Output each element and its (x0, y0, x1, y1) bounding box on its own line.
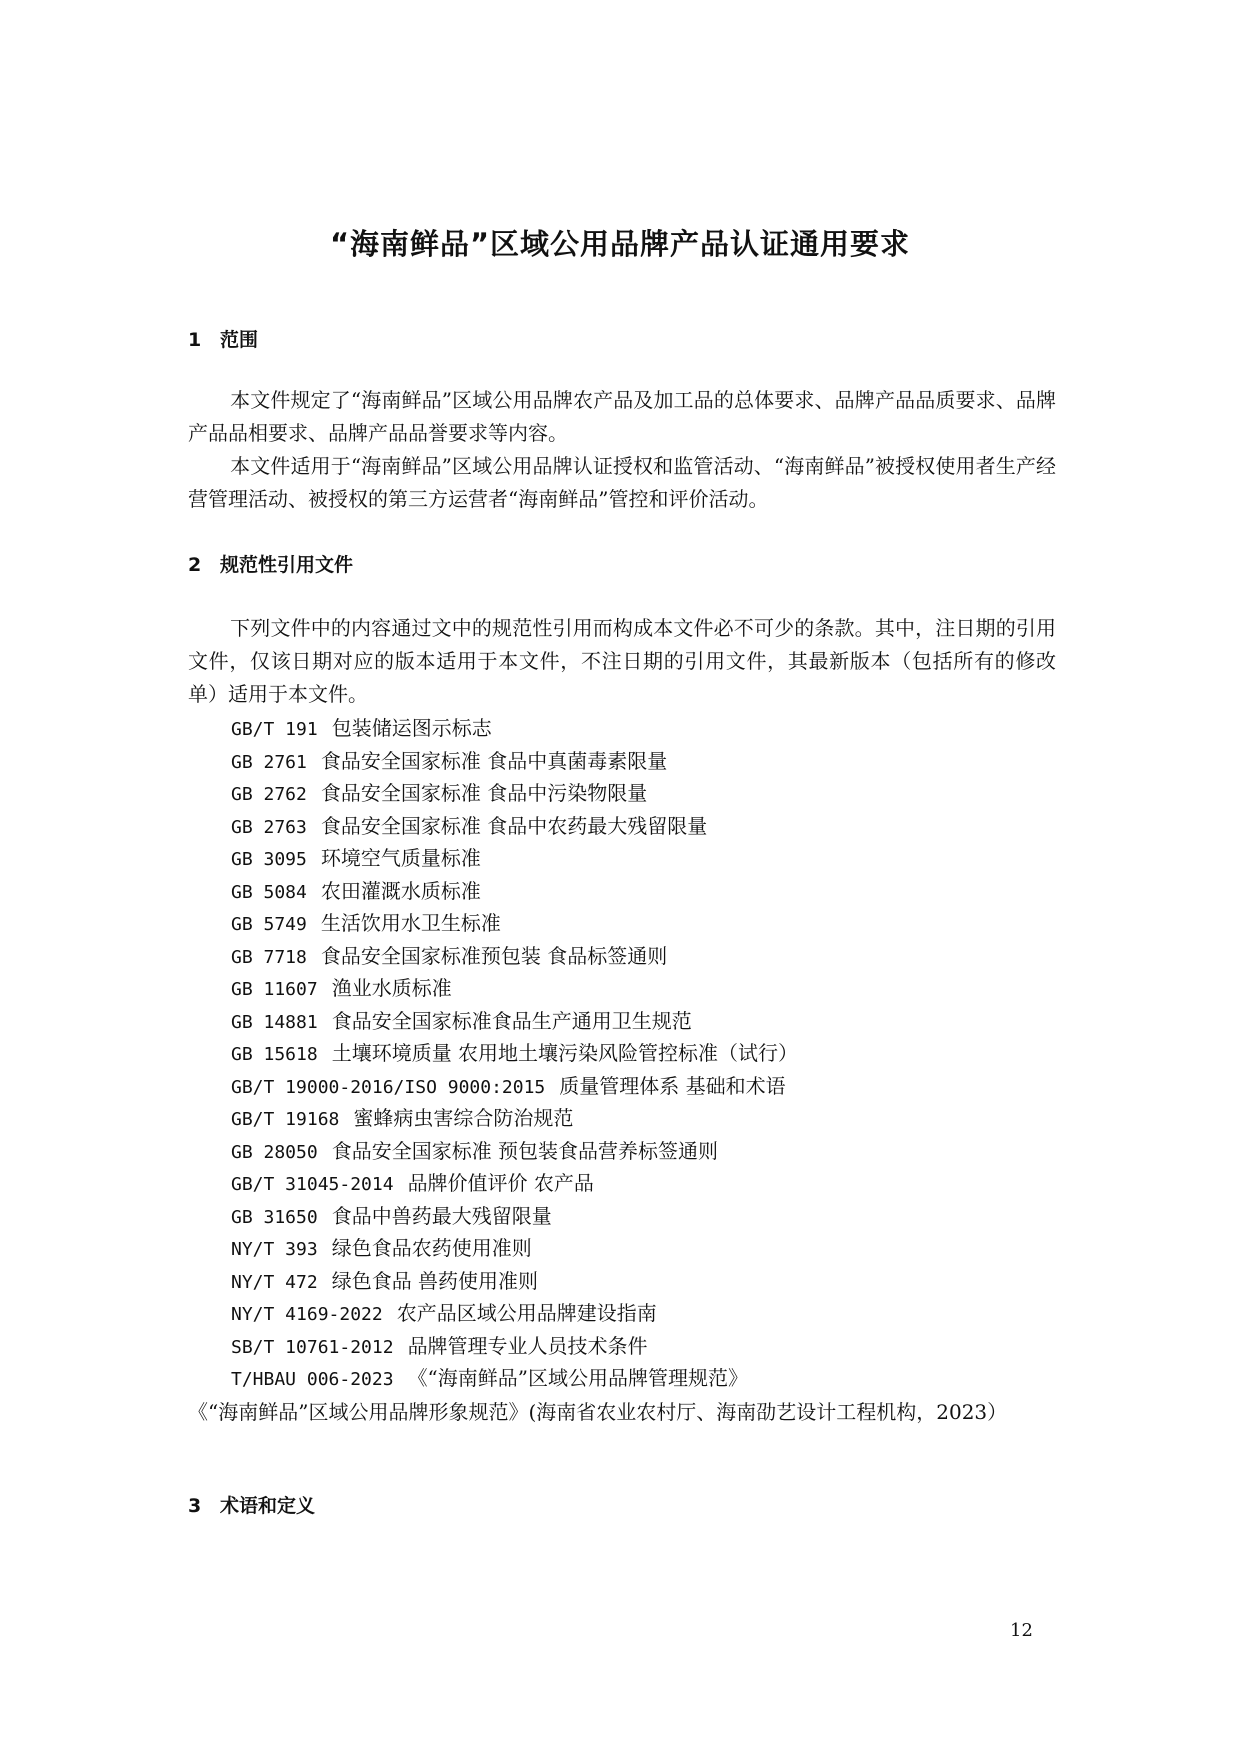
reference-item (231, 810, 798, 843)
reference-code: GB 15618 (231, 1044, 318, 1065)
reference-code: GB/T 191 (231, 719, 318, 740)
section-2-intro-text: 下列文件中的内容通过文中的规范性引用而构成本文件必不可少的条款。其中，注日期的引用文件，仅该日期对应的版本适用于本文件，不注日期的引用文件，其最新版本（包括所有的修改单）适用于本文件。 (188, 616, 1056, 706)
reference-item (231, 1200, 798, 1233)
reference-item (231, 777, 798, 810)
reference-code: GB 11607 (231, 979, 318, 1000)
reference-code: GB 28050 (231, 1141, 318, 1163)
reference-title: 食品安全国家标准 食品中真菌毒素限量 (320, 748, 668, 773)
reference-code: GB 7718 (231, 946, 307, 968)
reference-title: 品牌管理专业人员技术条件 (407, 1333, 648, 1358)
section-3-heading (188, 1491, 315, 1518)
reference-title: 食品安全国家标准 食品中农药最大残留限量 (320, 813, 708, 838)
reference-code: GB 2761 (231, 751, 307, 773)
reference-code: NY/T 393 (231, 1239, 318, 1260)
reference-item (231, 1070, 798, 1103)
section-2-intro (188, 612, 1056, 711)
reference-code: T/HBAU 006-2023 (231, 1369, 394, 1390)
reference-code: GB 2763 (231, 816, 307, 838)
reference-item (231, 1362, 798, 1395)
section-1-heading (188, 325, 258, 352)
reference-code: GB 5749 (231, 914, 307, 935)
reference-item (231, 972, 798, 1005)
reference-item (231, 1297, 798, 1330)
reference-title: 质量管理体系 基础和术语 (559, 1073, 786, 1098)
section-1-number: 1 (188, 329, 202, 351)
reference-item (231, 1330, 798, 1363)
reference-title: 食品安全国家标准食品生产通用卫生规范 (331, 1008, 692, 1033)
section-1-paragraph-2-text: 本文件适用于“海南鲜品”区域公用品牌认证授权和监管活动、“海南鲜品”被授权使用者生产经营管理活动、被授权的第三方运营者“海南鲜品”管控和评价活动。 (188, 454, 1056, 511)
reference-code: GB 31650 (231, 1206, 318, 1228)
section-2-title: 规范性引用文件 (220, 554, 354, 576)
reference-item (231, 712, 798, 745)
reference-title: 渔业水质标准 (331, 976, 452, 1000)
section-1-paragraph-1 (188, 384, 1056, 450)
normative-references-list (231, 712, 798, 1395)
section-3-number: 3 (188, 1495, 202, 1517)
page-number: 12 (1010, 1620, 1033, 1641)
reference-item (231, 745, 798, 778)
reference-item (231, 907, 798, 940)
reference-code: NY/T 4169-2022 (231, 1304, 383, 1325)
reference-code: NY/T 472 (231, 1271, 318, 1293)
reference-title: 包装储运图示标志 (331, 716, 492, 740)
section-1-title: 范围 (220, 329, 259, 351)
reference-item (231, 1037, 798, 1070)
reference-title: 《“海南鲜品”区域公用品牌管理规范》 (407, 1366, 749, 1390)
reference-item (231, 875, 798, 908)
reference-item (231, 1232, 798, 1265)
section-2-heading (188, 550, 353, 577)
reference-item (231, 940, 798, 973)
reference-code: GB 14881 (231, 1011, 318, 1033)
document-title: “海南鲜品”区域公用品牌产品认证通用要求 (329, 227, 911, 261)
reference-item (231, 1005, 798, 1038)
section-2-number: 2 (188, 554, 202, 576)
reference-title: 土壤环境质量 农用地土壤污染风险管控标准（试行） (331, 1041, 799, 1065)
reference-title: 绿色食品农药使用准则 (331, 1236, 532, 1260)
reference-title: 蜜蜂病虫害综合防治规范 (353, 1106, 574, 1130)
reference-title: 食品安全国家标准预包装 食品标签通则 (320, 943, 668, 968)
reference-code: SB/T 10761-2012 (231, 1336, 394, 1358)
extra-reference (188, 1396, 1056, 1429)
reference-code: GB/T 31045-2014 (231, 1174, 394, 1195)
reference-item (231, 1167, 798, 1200)
reference-item (231, 1135, 798, 1168)
reference-title: 食品安全国家标准 预包装食品营养标签通则 (331, 1138, 719, 1163)
reference-code: GB 2762 (231, 784, 307, 805)
section-3-title: 术语和定义 (220, 1495, 316, 1517)
reference-code: GB 5084 (231, 881, 307, 903)
reference-title: 绿色食品 兽药使用准则 (331, 1268, 539, 1293)
reference-code: GB 3095 (231, 849, 307, 870)
section-1-paragraph-1-text: 本文件规定了“海南鲜品”区域公用品牌农产品及加工品的总体要求、品牌产品品质要求、品牌产品品相要求、品牌产品品誉要求等内容。 (188, 388, 1056, 445)
reference-item (231, 1102, 798, 1135)
reference-item (231, 842, 798, 875)
reference-code: GB/T 19168 (231, 1109, 340, 1130)
reference-item (231, 1265, 798, 1298)
extra-reference-text: 《“海南鲜品”区域公用品牌形象规范》(海南省农业农村厅、海南劭艺设计工程机构，2023） (188, 1400, 1008, 1424)
reference-title: 农产品区域公用品牌建设指南 (396, 1301, 657, 1325)
reference-title: 环境空气质量标准 (320, 846, 481, 870)
reference-title: 品牌价值评价 农产品 (407, 1171, 594, 1195)
reference-title: 生活饮用水卫生标准 (320, 911, 501, 935)
reference-title: 食品安全国家标准 食品中污染物限量 (320, 781, 648, 805)
reference-title: 农田灌溉水质标准 (320, 878, 481, 903)
section-1-paragraph-2 (188, 450, 1056, 516)
reference-title: 食品中兽药最大残留限量 (331, 1203, 552, 1228)
reference-code: GB/T 19000-2016/ISO 9000:2015 (231, 1076, 546, 1098)
